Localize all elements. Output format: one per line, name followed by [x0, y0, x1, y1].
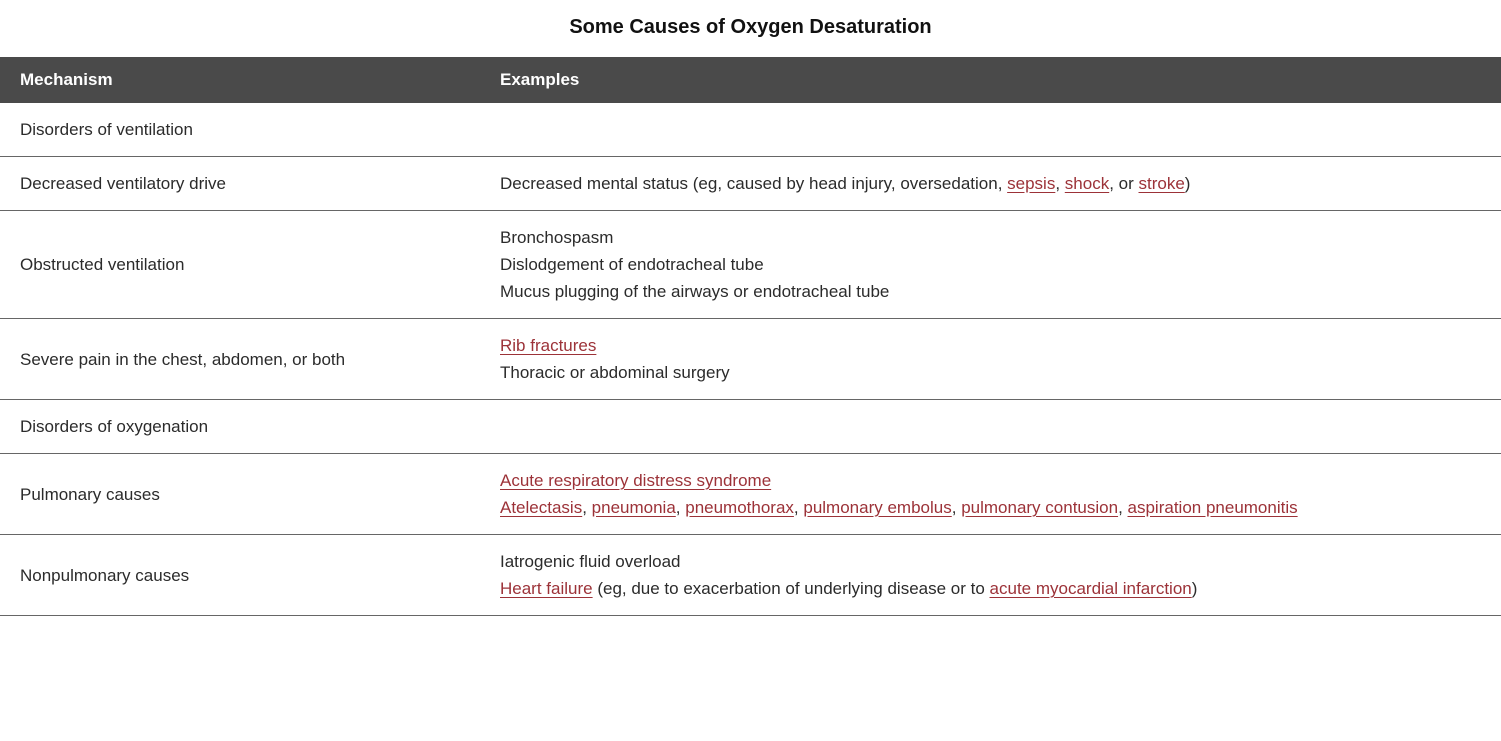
table-row [0, 535, 1501, 616]
example-line [500, 494, 1481, 521]
examples-cell [480, 211, 1501, 319]
mechanism-cell: Pulmonary causes [0, 454, 480, 535]
example-line [500, 467, 1481, 494]
example-line [500, 278, 1481, 305]
example-text: Bronchospasm [500, 228, 614, 247]
mechanism-cell: Obstructed ventilation [0, 211, 480, 319]
link-pneumonia[interactable]: pneumonia [591, 498, 676, 517]
example-text: Decreased mental status (eg, caused by head injury, oversedation, [500, 174, 1008, 193]
table-row [0, 319, 1501, 400]
example-text: , [1118, 498, 1128, 517]
link-acute-respiratory-distress-syndrome[interactable]: Acute respiratory distress syndrome [500, 471, 772, 490]
mechanism-cell: Decreased ventilatory drive [0, 157, 480, 211]
examples-cell [480, 535, 1501, 616]
example-text: , [951, 498, 962, 517]
example-line [500, 224, 1481, 251]
examples-cell [480, 103, 1501, 157]
example-text: Dislodgement of endotracheal tube [500, 255, 764, 274]
causes-table [0, 57, 1501, 616]
examples-cell [480, 157, 1501, 211]
example-text: , or [1109, 174, 1139, 193]
table-row [0, 211, 1501, 319]
example-line [500, 251, 1481, 278]
examples-cell [480, 454, 1501, 535]
example-text: Thoracic or abdominal surgery [500, 363, 730, 382]
example-text: Iatrogenic fluid overload [500, 552, 681, 571]
link-pulmonary-embolus[interactable]: pulmonary embolus [803, 498, 952, 517]
link-rib-fractures[interactable]: Rib fractures [500, 336, 597, 355]
col-header-examples: Examples [480, 57, 1501, 103]
mechanism-cell: Disorders of oxygenation [0, 400, 480, 454]
table-row [0, 103, 1501, 157]
header-row [0, 57, 1501, 103]
link-heart-failure[interactable]: Heart failure [500, 579, 593, 598]
mechanism-cell: Disorders of ventilation [0, 103, 480, 157]
example-line [500, 170, 1481, 197]
table-title: Some Causes of Oxygen Desaturation [569, 16, 932, 38]
example-text: , [675, 498, 686, 517]
link-atelectasis[interactable]: Atelectasis [500, 498, 583, 517]
link-pulmonary-contusion[interactable]: pulmonary contusion [961, 498, 1119, 517]
link-acute-myocardial-infarction[interactable]: acute myocardial infarction [989, 579, 1192, 598]
example-text: ) [1191, 579, 1198, 598]
table-row [0, 400, 1501, 454]
link-shock[interactable]: shock [1064, 174, 1110, 193]
example-text: Mucus plugging of the airways or endotracheal tube [500, 282, 890, 301]
mechanism-cell: Severe pain in the chest, abdomen, or both [0, 319, 480, 400]
example-text: , [793, 498, 804, 517]
example-line [500, 548, 1481, 575]
example-line [500, 359, 1481, 386]
example-text: ) [1184, 174, 1191, 193]
link-sepsis[interactable]: sepsis [1007, 174, 1056, 193]
link-pneumothorax[interactable]: pneumothorax [685, 498, 794, 517]
examples-cell [480, 400, 1501, 454]
example-line [500, 575, 1481, 602]
table-row [0, 454, 1501, 535]
example-text: , [582, 498, 592, 517]
link-stroke[interactable]: stroke [1138, 174, 1185, 193]
table-row [0, 157, 1501, 211]
mechanism-cell: Nonpulmonary causes [0, 535, 480, 616]
example-text: (eg, due to exacerbation of underlying disease or to [592, 579, 990, 598]
examples-cell [480, 319, 1501, 400]
example-text: , [1055, 174, 1065, 193]
example-line [500, 332, 1481, 359]
col-header-mechanism: Mechanism [0, 57, 480, 103]
table-body [0, 103, 1501, 616]
link-aspiration-pneumonitis[interactable]: aspiration pneumonitis [1127, 498, 1298, 517]
